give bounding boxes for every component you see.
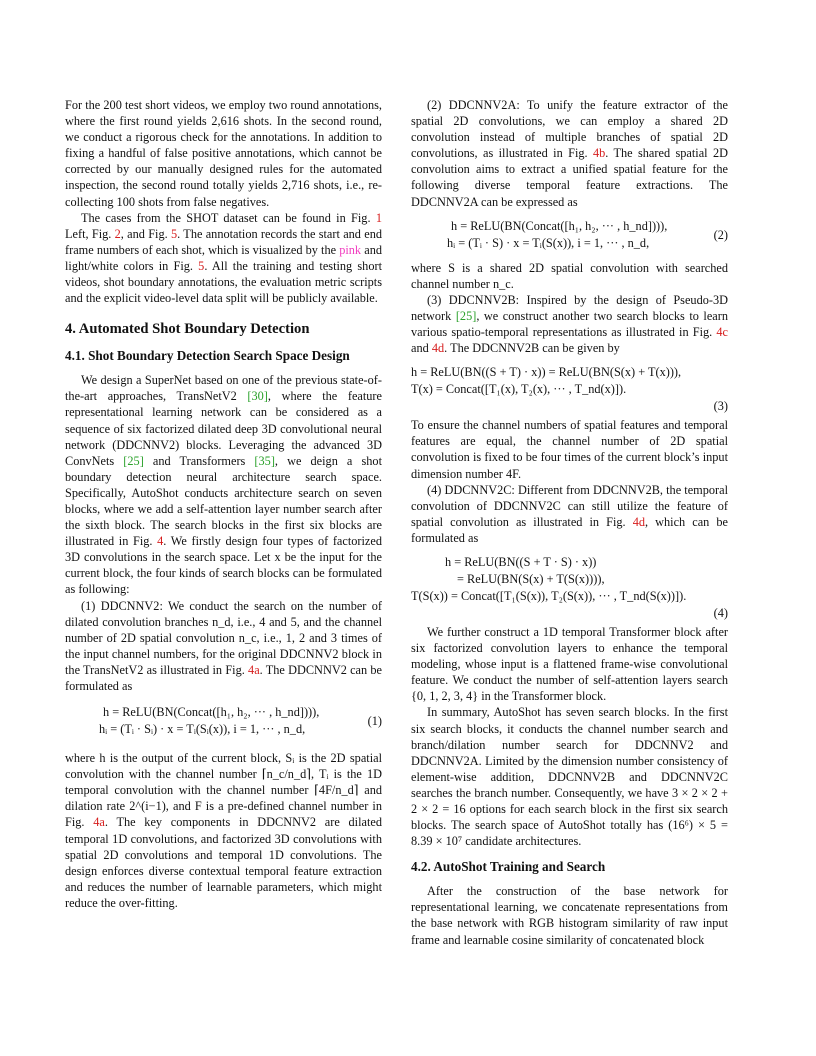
paragraph	[65, 210, 382, 307]
text: (3) DDCNNV2B: Inspired by the design of Pseudo-3D network	[411, 292, 728, 323]
equation-number: (4)	[713, 605, 728, 620]
subsection-heading: 4.1. Shot Boundary Detection Search Space Design	[65, 348, 350, 364]
citation-link[interactable]: [25]	[455, 308, 477, 323]
section-heading: 4. Automated Shot Boundary Detection	[65, 321, 310, 338]
right-column	[411, 97, 728, 948]
subsection-heading: 4.2. AutoShot Training and Search	[411, 859, 606, 875]
figure-ref-link[interactable]: 5	[198, 258, 205, 273]
text: The cases from the SHOT dataset can be found in Fig.	[81, 210, 376, 225]
text: , and Fig.	[120, 226, 171, 241]
paragraph: After the construction of the base network for representational learning, we concatenate representations from the base network with RGB histogram similarity of raw input frame and learnable cosine similarity of concatenated block	[411, 884, 728, 947]
figure-ref-link[interactable]: 4c	[716, 325, 728, 340]
figure-ref-link[interactable]: 1	[375, 210, 382, 225]
text: . The DDCNNV2B can be given by	[444, 341, 620, 356]
paragraph	[65, 598, 382, 695]
figure-ref-link[interactable]: 5	[171, 226, 178, 241]
citation-link[interactable]: [35]	[254, 453, 275, 468]
figure-ref-link[interactable]: 2	[114, 226, 121, 241]
paragraph: In summary, AutoShot has seven search blocks. In the first six search blocks, it conducts the channel number search and branch/dilation number search for DDCNNV2 and DDCNNV2A. Limited by the dimension number consistency of element-wise addition, DDCNNV2B and DDCNNV2C searches the branch number. Consequently, we have 3 × 2 × 2 + 2 × 2 = 16 options for each search block in the first six search blocks. The search space of AutoShot totally has (16⁶) × 5 = 8.39 × 10⁷ candidate architectures.	[411, 705, 728, 849]
paragraph: To ensure the channel numbers of spatial features and temporal features are equal, the channel number of 2D spatial convolution is fixed to be four times of the current block’s input dimension number 4F.	[411, 418, 728, 481]
text: . All the training and testing short videos, shot boundary annotations, the evaluation metric scripts and the explicit video-level data split will be publicly available.	[65, 258, 382, 306]
paragraph	[65, 750, 382, 911]
citation-link[interactable]: [25]	[123, 453, 144, 468]
text: where h is the output of the current block, Sᵢ is the 2D spatial convolution with the channel number ⌈n_c/n_d⌉, Tᵢ is the 1D temporal convolution with the channel number ⌈4F/n_d⌉ and dilation rate 2^(i−1), and F is a pre-defined channel number in Fig.	[65, 751, 382, 830]
paragraph: We further construct a 1D temporal Transformer block after six factorized convolution layers to enhance the temporal modeling, whose input is a flattened frame-wise convolutional feature. We conduct the number of self-attention layers search {0, 1, 2, 3, 4} in the Transformer block.	[411, 624, 728, 704]
figure-ref-link[interactable]: 4d	[431, 341, 445, 356]
equation-3	[411, 364, 728, 415]
text: (2) DDCNNV2A: To unify the feature extractor of the spatial 2D convolutions, we can employ a shared 2D convolution instead of multiple branches of spatial 2D convolutions, as illustrated in Fig.	[411, 98, 728, 161]
text: We design a SuperNet based on one of the previous state-of-the-art approaches, TransNetV2	[65, 373, 382, 404]
text: Left, Fig.	[65, 226, 115, 241]
text: and	[411, 341, 432, 356]
text: , where the feature representational learning network can be considered as a sequence of six factorized dilated deep 3D convolutional neural network (DDCNNV2) blocks. Leveraging the advanced 3D ConvNets	[65, 389, 382, 468]
figure-ref-link[interactable]: 4	[157, 534, 164, 549]
text: , which can be formulated as	[411, 514, 728, 545]
equation-2	[411, 218, 728, 252]
text: (1) DDCNNV2: We conduct the search on the number of dilated convolution branches n_d, i.e., 4 and 5, and the channel number of 2D spatial convolution n_c, i.e., 1, 2 and 3 times of the input channel numbers, for the original DDCNNV2 block in the TransNetV2 as illustrated in Fig.	[65, 598, 382, 677]
equation-line: h = ReLU(BN((S + T · S) · x))	[445, 554, 597, 569]
text: . The annotation records the start and end frame numbers of each shot, which is visualized by the	[65, 226, 383, 257]
equation-line: = ReLU(BN(S(x) + T(S(x)))),	[457, 571, 605, 586]
text: . We firstly design four types of factorized 3D convolutions in the search space. Let x be the input for the current block, the four kinds of search blocks can be formulated as following:	[65, 534, 382, 597]
equation-line: hᵢ = (Tᵢ · Sᵢ) · x = Tᵢ(Sᵢ(x)), i = 1, ··· , n_d,	[99, 722, 306, 737]
equation-number: (2)	[713, 227, 728, 242]
equation-number: (3)	[713, 399, 728, 414]
text: and Transformers	[143, 453, 255, 468]
text: , we construct another two search blocks to learn various spatio-temporal representations as illustrated in Fig.	[411, 308, 728, 340]
equation-number: (1)	[367, 714, 382, 729]
equation-4	[411, 554, 728, 622]
paragraph	[411, 482, 728, 546]
equation-line: T(x) = Concat([T₁(x), T₂(x), ··· , T_nd(x)]).	[411, 382, 627, 397]
figure-ref-link[interactable]: 4d	[632, 514, 645, 529]
text: (4) DDCNNV2C: Different from DDCNNV2B, the temporal convolution of DDCNNV2C can still utilize the feature of spatial convolution as illustrated in Fig.	[411, 482, 728, 529]
equation-1	[65, 704, 382, 738]
paragraph: where S is a shared 2D spatial convolution with searched channel number n_c.	[411, 260, 728, 291]
equation-line: hᵢ = (Tᵢ · S) · x = Tᵢ(S(x)), i = 1, ··· , n_d,	[447, 235, 650, 250]
figure-ref-link[interactable]: 4a	[93, 815, 105, 830]
equation-line: h = ReLU(BN(Concat([h₁, h₂, ··· , h_nd]))),	[103, 705, 320, 720]
pink-word: pink	[339, 242, 362, 257]
equation-line: T(S(x)) = Concat([T₁(S(x)), T₂(S(x)), ··· , T_nd(S(x))]).	[411, 588, 687, 603]
text: . The shared spatial 2D convolution aims to extract a unified spatial feature for the following diverse temporal feature extractions. The DDCNNV2A can be expressed as	[411, 146, 728, 209]
text: . The key components in DDCNNV2 are dilated temporal 1D convolutions, and factorized 3D convolutions with spatial 2D convolutions and temporal 1D convolutions. The design enforces diverse contextual temporal feature extraction and reduces the number of learnable parameters, which might reduce the over-fitting.	[65, 815, 382, 910]
equation-line: h = ReLU(BN(Concat([h₁, h₂, ··· , h_nd]))),	[451, 218, 668, 233]
figure-ref-link[interactable]: 4a	[248, 662, 260, 677]
citation-link[interactable]: [30]	[247, 389, 268, 404]
text: . The DDCNNV2 can be formulated as	[65, 662, 382, 693]
text: and light/white colors in Fig.	[65, 242, 382, 273]
equation-line: h = ReLU(BN((S + T) · x)) = ReLU(BN(S(x) + T(x))),	[411, 365, 682, 380]
paragraph: For the 200 test short videos, we employ two round annotations, where the first round yields 2,616 shots. In the second round, we conduct a rigorous check for the annotations. In addition to fixing a handful of false positive annotations, which cannot be corrected by our manually designed rules for the automated inspection, the second round totally yields 2,716 shots, i.e., re-collecting 100 shots from false negatives.	[65, 98, 382, 209]
figure-ref-link[interactable]: 4b	[592, 146, 606, 161]
text: , we deign a shot boundary detection neural architecture search space. Specifically, AutoShot conducts architecture search on seven blocks, where we add a self-attention layer number search after the sixth block. The search blocks in the first six blocks are illustrated in Fig.	[65, 453, 382, 549]
paragraph	[411, 292, 728, 356]
left-column	[65, 97, 382, 911]
paragraph	[411, 97, 728, 210]
paragraph	[65, 372, 382, 597]
